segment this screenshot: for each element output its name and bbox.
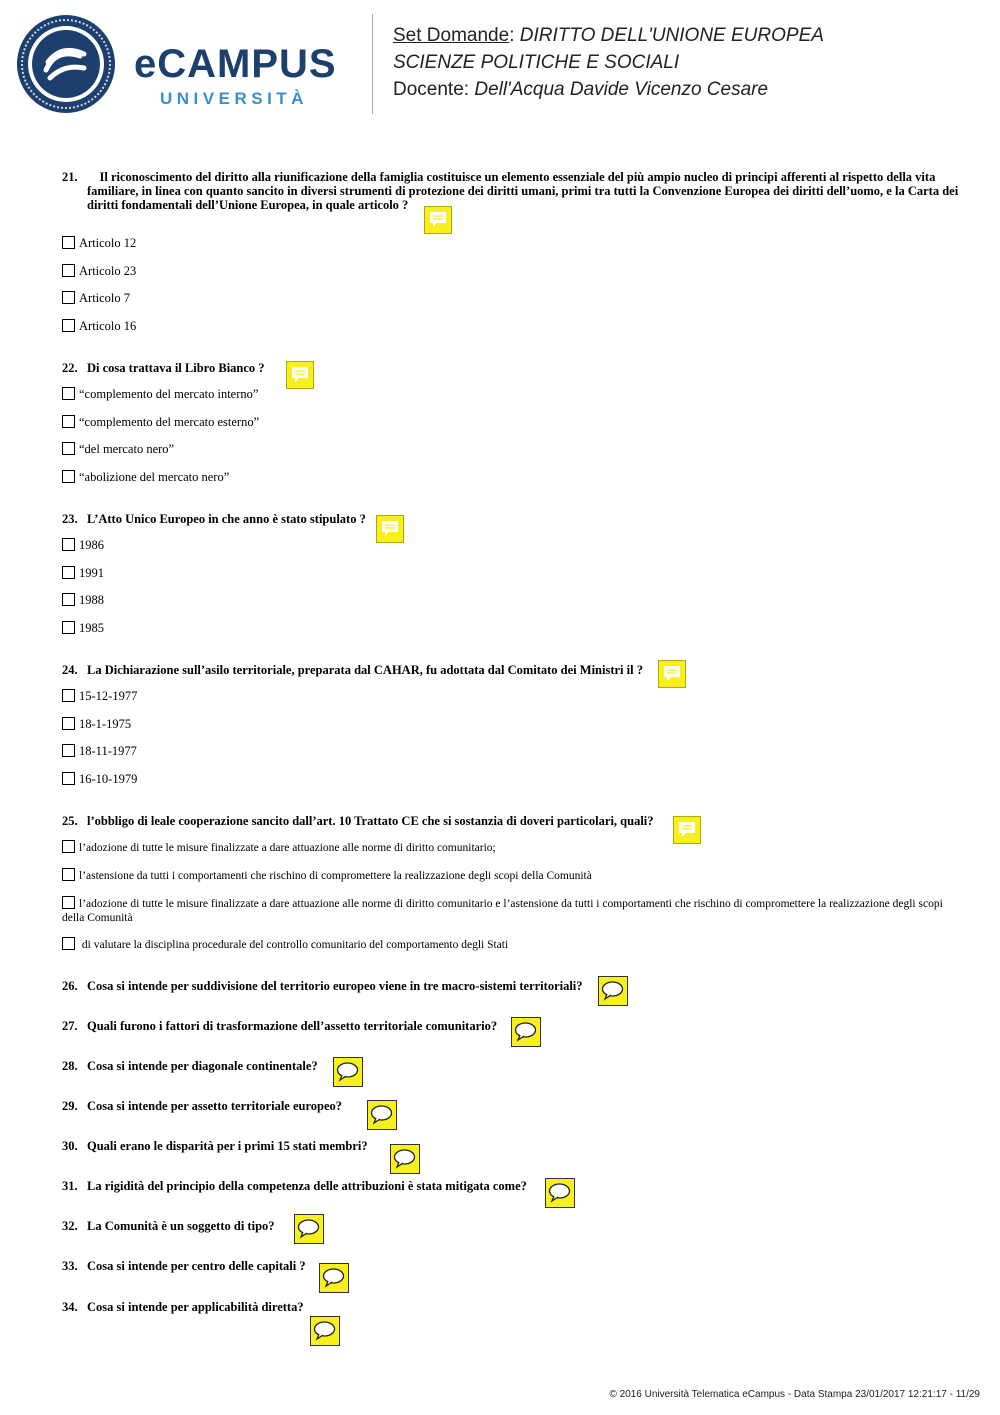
answer-option[interactable]: Articolo 7 — [62, 291, 962, 305]
answer-option[interactable]: di valutare la disciplina procedurale del controllo comunitario del comportamento degli Stati — [62, 937, 962, 952]
answer-option[interactable]: “del mercato nero” — [62, 442, 962, 456]
answer-option[interactable]: Articolo 23 — [62, 264, 962, 278]
answer-option[interactable]: 1986 — [62, 538, 962, 552]
question-text: 22. Di cosa trattava il Libro Bianco ? — [62, 361, 265, 375]
answer-checkbox[interactable] — [62, 291, 75, 304]
course-name: DIRITTO DELL'UNIONE EUROPEA — [519, 25, 824, 46]
page-header — [0, 0, 1000, 130]
answer-option[interactable]: “complemento del mercato esterno” — [62, 415, 962, 429]
question-text: 25. l’obbligo di leale cooperazione sancito dall’art. 10 Trattato CE che si sostanzia di doveri particolari, quali? — [62, 814, 654, 828]
answer-option[interactable]: 1991 — [62, 566, 962, 580]
question-31: 31. La rigidità del principio della competenza delle attribuzioni è stata mitigata come? — [62, 1179, 527, 1193]
answer-bubble-icon[interactable] — [310, 1316, 340, 1346]
set-label: Set Domande — [393, 25, 510, 46]
question-32: 32. La Comunità è un soggetto di tipo? — [62, 1219, 275, 1233]
question-25 — [62, 814, 972, 828]
answer-checkbox[interactable] — [62, 689, 75, 702]
universita-wordmark: UNIVERSITÀ — [160, 89, 308, 108]
answer-checkbox[interactable] — [62, 772, 75, 785]
answer-option[interactable]: 1985 — [62, 621, 962, 635]
question-21 — [62, 170, 972, 212]
faculty-name: SCIENZE POLITICHE E SOCIALI — [393, 52, 680, 73]
answer-checkbox[interactable] — [62, 415, 75, 428]
header-divider — [372, 14, 373, 114]
answer-option[interactable]: “abolizione del mercato nero” — [62, 470, 962, 484]
question-27: 27. Quali furono i fattori di trasformazione dell’assetto territoriale comunitario? — [62, 1019, 498, 1033]
answer-option[interactable]: 15-12-1977 — [62, 689, 962, 703]
answer-checkbox[interactable] — [62, 840, 75, 853]
answer-option[interactable]: 18-11-1977 — [62, 744, 962, 758]
answer-checkbox[interactable] — [62, 319, 75, 332]
answer-bubble-icon[interactable] — [294, 1214, 324, 1244]
ecampus-seal-logo — [16, 14, 116, 114]
answer-option[interactable]: l’astensione da tutti i comportamenti che rischino di compromettere la realizzazione degli scopi della Comunità — [62, 868, 962, 883]
answer-option[interactable]: l’adozione di tutte le misure finalizzate a dare attuazione alle norme di diritto comunitario; — [62, 840, 962, 855]
answer-bubble-icon[interactable] — [333, 1057, 363, 1087]
answer-option[interactable]: Articolo 16 — [62, 319, 962, 333]
answer-checkbox[interactable] — [62, 387, 75, 400]
answer-bubble-icon[interactable] — [598, 976, 628, 1006]
question-23 — [62, 512, 972, 526]
answer-checkbox[interactable] — [62, 744, 75, 757]
answer-checkbox[interactable] — [62, 264, 75, 277]
answer-checkbox[interactable] — [62, 538, 75, 551]
answer-option[interactable]: 18-1-1975 — [62, 717, 962, 731]
question-28: 28. Cosa si intende per diagonale continentale? — [62, 1059, 318, 1073]
answer-checkbox[interactable] — [62, 868, 75, 881]
answer-checkbox[interactable] — [62, 470, 75, 483]
ecampus-wordmark: eCAMPUS — [134, 42, 337, 86]
question-22 — [62, 361, 972, 375]
answer-checkbox[interactable] — [62, 937, 75, 950]
question-26: 26. Cosa si intende per suddivisione del territorio europeo viene in tre macro-sistemi territoriali? — [62, 979, 583, 993]
comment-note-icon[interactable] — [424, 206, 452, 234]
answer-checkbox[interactable] — [62, 566, 75, 579]
question-24 — [62, 663, 972, 677]
question-text: 21. Il riconoscimento del diritto alla riunificazione della famiglia costituisce un elemento essenziale del più ampio nucleo di principi afferenti al rispetto della vita familiare, in linea con quanto sancito in diversi strumenti di protezione dei diritti umani, primi tra tutti la Convenzione Europea dei diritti dell’uomo, e la Carta dei diritti fondamentali dell’Unione Europea, in quale articolo ? — [62, 170, 959, 212]
answer-bubble-icon[interactable] — [511, 1017, 541, 1047]
question-30: 30. Quali erano le disparità per i primi 15 stati membri? — [62, 1139, 368, 1153]
answer-option[interactable]: l’adozione di tutte le misure finalizzate a dare attuazione alle norme di diritto comunitario e l’astensione da tutti i comportamenti che rischino di compromettere la realizzazione degli scopi della Comunità — [62, 898, 943, 924]
teacher-label: Docente — [393, 79, 464, 100]
answer-option[interactable]: 1988 — [62, 593, 962, 607]
answer-option[interactable]: 16-10-1979 — [62, 772, 962, 786]
answer-checkbox[interactable] — [62, 717, 75, 730]
teacher-name: Dell'Acqua Davide Vicenzo Cesare — [474, 79, 769, 100]
answer-option[interactable]: Articolo 12 — [62, 236, 962, 250]
answer-bubble-icon[interactable] — [319, 1263, 349, 1293]
question-text: 23. L’Atto Unico Europeo in che anno è stato stipulato ? — [62, 512, 366, 526]
page-footer: © 2016 Università Telematica eCampus - Data Stampa 23/01/2017 12:21:17 - 11/29 — [609, 1389, 980, 1400]
question-33: 33. Cosa si intende per centro delle capitali ? — [62, 1259, 306, 1273]
question-34: 34. Cosa si intende per applicabilità diretta? — [62, 1300, 304, 1314]
question-text: 24. La Dichiarazione sull’asilo territoriale, preparata dal CAHAR, fu adottata dal Comitato dei Ministri il ? — [62, 663, 643, 677]
course-info: Set Domande: DIRITTO DELL'UNIONE EUROPEA SCIENZE POLITICHE E SOCIALI Docente: Dell'Acqua Davide Vicenzo Cesare — [393, 25, 824, 100]
answer-checkbox[interactable] — [62, 236, 75, 249]
answer-bubble-icon[interactable] — [390, 1144, 420, 1174]
answer-bubble-icon[interactable] — [367, 1100, 397, 1130]
answer-checkbox[interactable] — [62, 896, 75, 909]
comment-note-icon[interactable] — [286, 361, 314, 389]
answer-checkbox[interactable] — [62, 621, 75, 634]
comment-note-icon[interactable] — [658, 660, 686, 688]
answer-bubble-icon[interactable] — [545, 1178, 575, 1208]
question-29: 29. Cosa si intende per assetto territoriale europeo? — [62, 1099, 343, 1113]
answer-checkbox[interactable] — [62, 442, 75, 455]
answer-option[interactable]: “complemento del mercato interno” — [62, 387, 962, 401]
answer-checkbox[interactable] — [62, 593, 75, 606]
